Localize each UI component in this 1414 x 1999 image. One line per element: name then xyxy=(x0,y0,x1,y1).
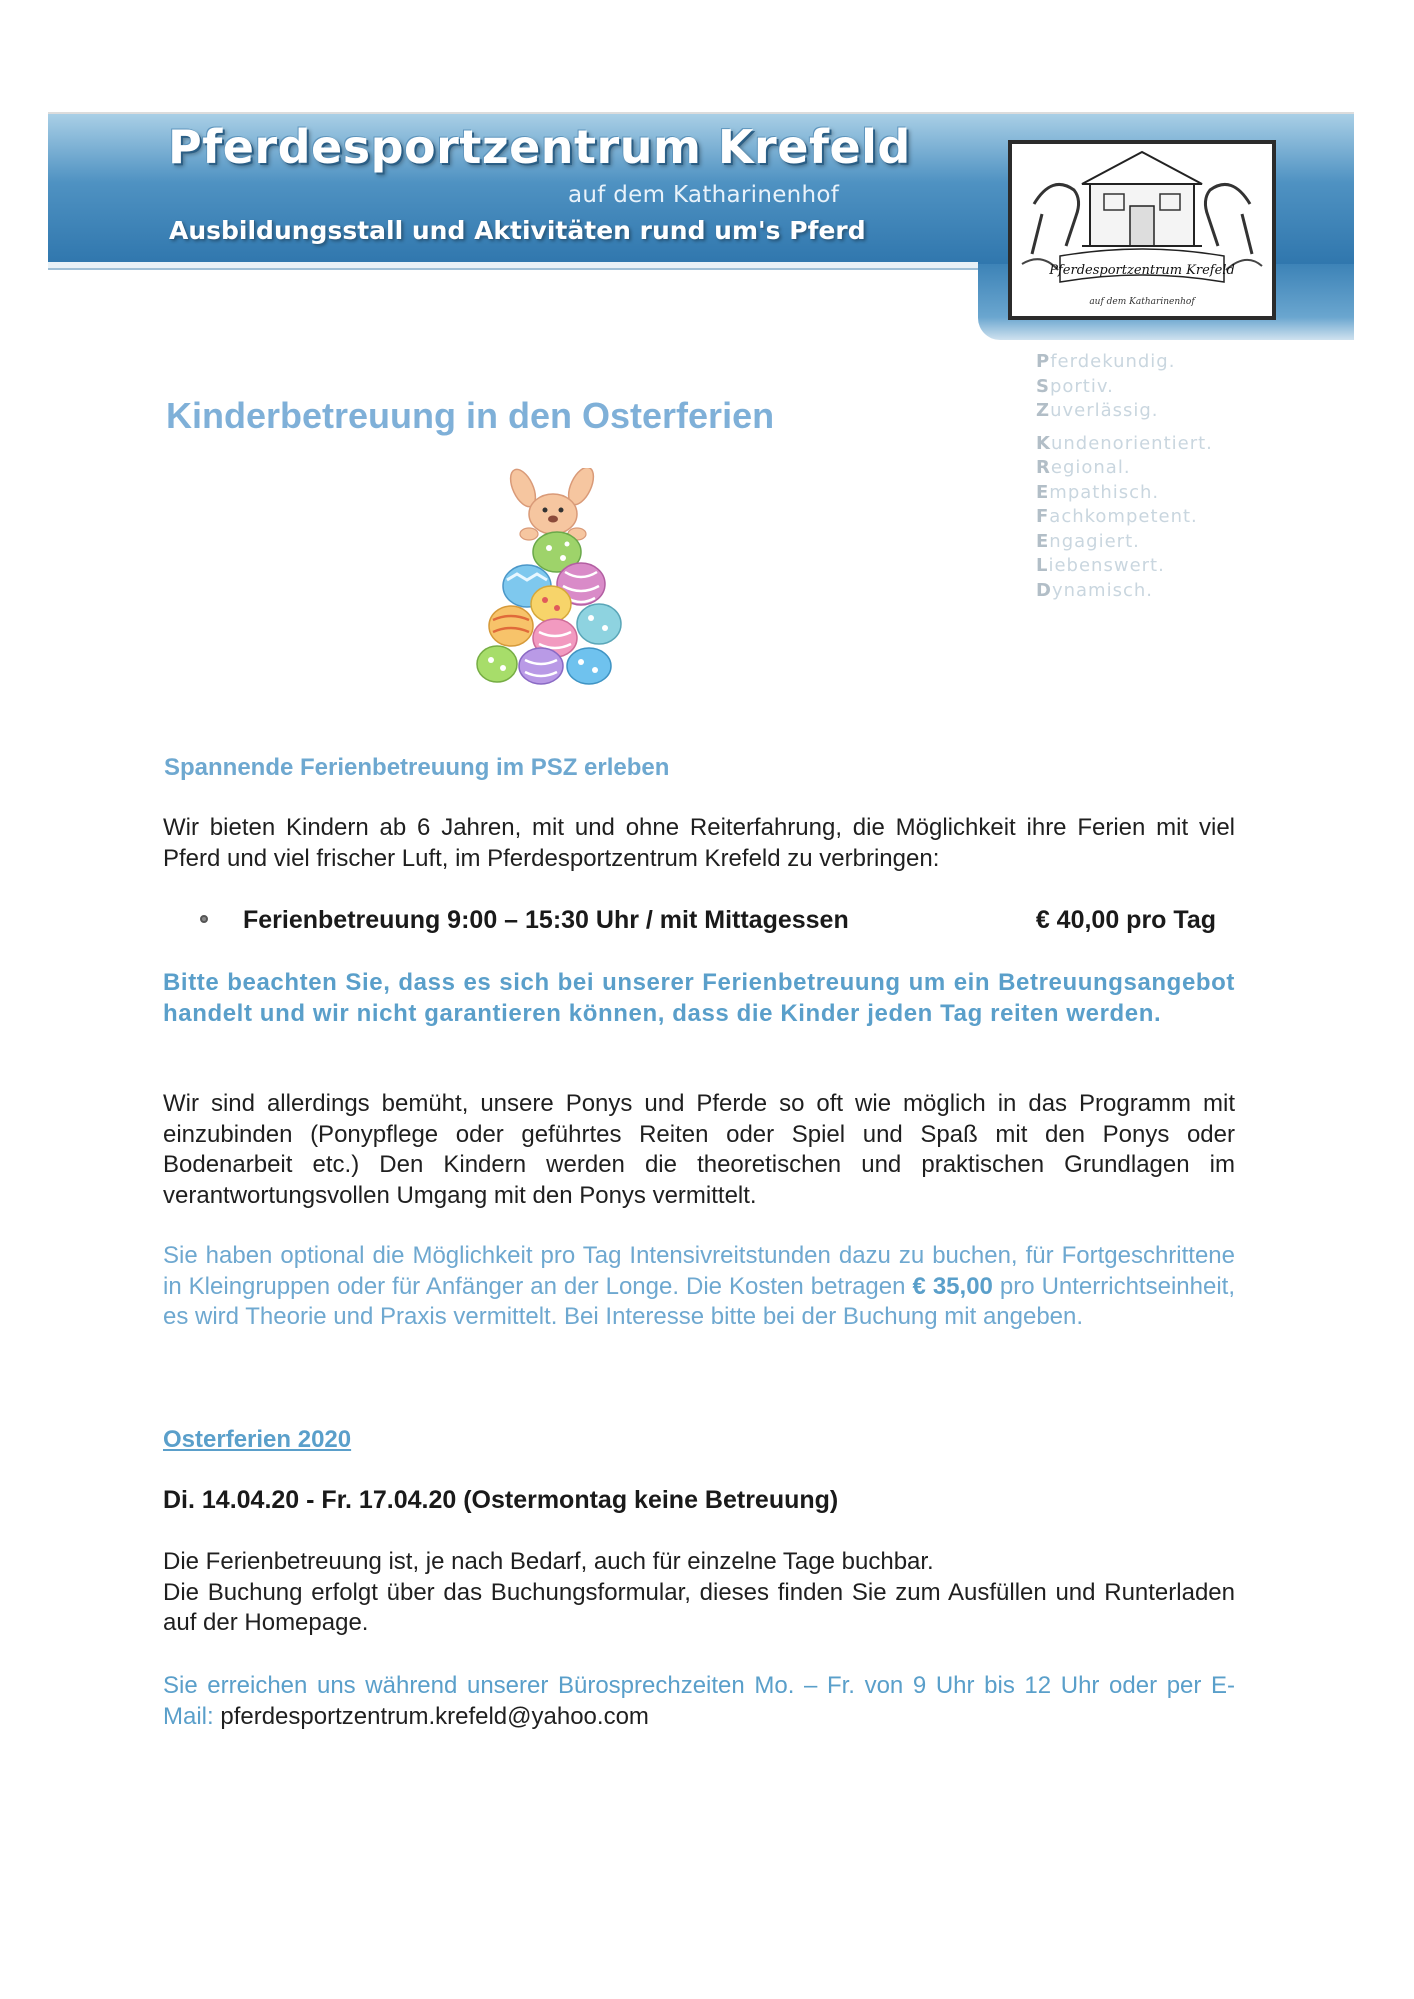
contact-paragraph: Sie erreichen uns während unserer Bürosprechzeiten Mo. – Fr. von 9 Uhr bis 12 Uhr oder per E-Mail: pferdesportzentrum.krefeld@yahoo.com xyxy=(163,1672,1235,1730)
section-title: Spannende Ferienbetreuung im PSZ erleben xyxy=(164,754,670,781)
value-item: Pferdekundig. xyxy=(1036,351,1176,372)
page-title: Kinderbetreuung in den Osterferien xyxy=(166,395,775,436)
logo-subtext: auf dem Katharinenhof xyxy=(1089,297,1195,307)
value-item: Engagiert. xyxy=(1036,530,1140,552)
logo-drawing xyxy=(1012,144,1272,316)
value-item: Regional. xyxy=(1036,457,1131,478)
offer-price: € 40,00 pro Tag xyxy=(1035,906,1216,934)
value-item: Liebenswert. xyxy=(1036,555,1165,576)
logo xyxy=(1008,140,1276,320)
option-paragraph: Sie haben optional die Möglichkeit pro Tag Intensivreitstunden dazu zu buchen, für Fortgeschrittene in Kleingruppen oder für Anfänger an der Longe. Die Kosten betragen € 35,00 pro Unterrichtseinheit, es wird Theorie und Praxis vermittelt. Bei Interesse bitte bei der Buchung mit angeben. xyxy=(163,1242,1235,1330)
intro-paragraph: Wir bieten Kindern ab 6 Jahren, mit und ohne Reiterfahrung, die Möglichkeit ihre Ferien mit viel Pferd und viel frischer Luft, im Pferdesportzentrum Krefeld zu verbringen: xyxy=(163,814,1235,872)
offer-name: Ferienbetreuung 9:00 – 15:30 Uhr / mit Mittagessen xyxy=(243,906,849,934)
value-item: Empathisch. xyxy=(1036,481,1160,503)
notice-paragraph: Bitte beachten Sie, dass es sich bei unserer Ferienbetreuung um ein Betreuungsangebot handelt und wir nicht garantieren können, dass die Kinder jeden Tag reiten werden. xyxy=(163,969,1235,1027)
site-tagline: Ausbildungsstall und Aktivitäten rund um's Pferd xyxy=(169,216,866,245)
value-item: Kundenorientiert. xyxy=(1036,432,1213,454)
booking-line: Die Ferienbetreuung ist, je nach Bedarf, auch für einzelne Tage buchbar. xyxy=(163,1548,934,1575)
booking-info xyxy=(163,1547,1235,1639)
header-banner xyxy=(48,112,1354,340)
value-item: Fachkompetent. xyxy=(1036,506,1198,527)
program-paragraph: Wir sind allerdings bemüht, unsere Ponys und Pferde so oft wie möglich in das Programm mit einzubinden (Ponypflege oder geführtes Reiten oder Spiel und Spaß mit den Ponys oder Bodenarbeit etc.) Den Kindern werden die theoretischen und praktischen Grundlagen im verantwortungsvollen Umgang mit den Ponys vermittelt. xyxy=(163,1090,1235,1209)
booking-line: Die Buchung erfolgt über das Buchungsformular, dieses finden Sie zum Ausfüllen und Runterladen auf der Homepage. xyxy=(163,1578,1235,1636)
period-title: Osterferien 2020 xyxy=(163,1426,352,1453)
bullet-icon xyxy=(200,915,208,923)
offer-item xyxy=(200,906,1220,938)
value-item: Zuverlässig. xyxy=(1036,400,1159,421)
lesson-price: € 35,00 xyxy=(912,1272,993,1300)
value-item: Sportiv. xyxy=(1036,375,1114,397)
logo-text: Pferdesportzentrum Krefeld xyxy=(1049,263,1235,278)
values-gap xyxy=(1036,424,1213,432)
easter-bunny-eggs-image xyxy=(475,468,645,686)
banner-underline xyxy=(48,262,978,270)
site-title: Pferdesportzentrum Krefeld xyxy=(168,120,911,174)
values-list xyxy=(1036,350,1213,603)
email-link[interactable]: pferdesportzentrum.krefeld@yahoo.com xyxy=(220,1702,649,1730)
value-item: Dynamisch. xyxy=(1036,579,1153,601)
site-subtitle: auf dem Katharinenhof xyxy=(568,182,840,208)
dates-line: Di. 14.04.20 - Fr. 17.04.20 (Ostermontag keine Betreuung) xyxy=(163,1486,839,1514)
